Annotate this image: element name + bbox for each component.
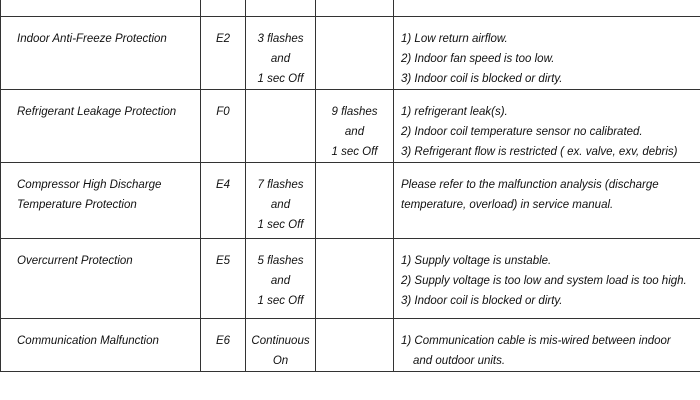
cause-line: 1) Supply voltage is unstable. — [401, 255, 552, 267]
cause-line — [401, 0, 694, 3]
cause-line: 2) Supply voltage is too low and system load is too high. — [401, 275, 687, 287]
protection-name-cell — [1, 163, 201, 239]
cause-line: 3) Indoor coil is blocked or dirty. — [401, 73, 563, 85]
cause-line: 2) Indoor fan speed is too low. — [401, 53, 555, 65]
error-code-cell — [201, 17, 246, 90]
flash-pattern-line: and — [344, 126, 365, 138]
flash-pattern-line: On — [272, 355, 289, 367]
protection-name: Overcurrent Protection — [17, 255, 133, 267]
protection-name: Temperature Protection — [17, 199, 137, 211]
indicator-flash-cell — [246, 17, 316, 90]
protection-name-cell — [1, 319, 201, 372]
flash-pattern-line: 5 flashes — [257, 255, 304, 267]
flash-pattern-line: 1 sec Off — [257, 73, 304, 85]
error-code: F0 — [216, 106, 230, 118]
possible-causes-cell — [394, 239, 700, 319]
error-code-cell — [201, 0, 246, 17]
flash-pattern-line: 1 sec Off — [331, 146, 378, 158]
table-row — [1, 0, 700, 17]
flash-pattern-line: 1 sec Off — [257, 219, 304, 231]
protection-name: Refrigerant Leakage Protection — [17, 106, 177, 118]
error-code-cell — [201, 239, 246, 319]
cause-line: 3) Refrigerant flow is restricted ( ex. valve, exv, debris) — [401, 146, 678, 158]
cause-line: and outdoor units. — [413, 355, 506, 367]
flash-pattern-line: and — [270, 275, 291, 287]
protection-name: Compressor High Discharge — [17, 179, 162, 191]
possible-causes-cell — [394, 17, 700, 90]
possible-causes-cell — [394, 0, 700, 17]
table-row — [1, 90, 700, 163]
protection-name: Communication Malfunction — [17, 335, 159, 347]
protection-name: Indoor Anti-Freeze Protection — [17, 33, 167, 45]
flash-pattern-line: 7 flashes — [257, 179, 304, 191]
indicator-flash-cell-alt — [316, 90, 394, 163]
flash-pattern-line: and — [270, 199, 291, 211]
table-row — [1, 17, 700, 90]
error-code: E2 — [215, 33, 231, 45]
possible-causes-cell — [394, 90, 700, 163]
error-code: E6 — [215, 335, 231, 347]
protection-name-cell — [1, 17, 201, 90]
indicator-flash-cell — [246, 163, 316, 239]
table-row — [1, 163, 700, 239]
indicator-flash-cell — [246, 0, 316, 17]
indicator-flash-cell-alt — [316, 239, 394, 319]
error-code-cell — [201, 90, 246, 163]
indicator-flash-cell-alt — [316, 0, 394, 17]
indicator-flash-cell — [246, 319, 316, 372]
indicator-flash-cell — [246, 90, 316, 163]
cause-line: 1) refrigerant leak(s). — [401, 106, 508, 118]
error-code: E4 — [215, 179, 231, 191]
possible-causes-cell — [394, 163, 700, 239]
cause-line: 1) Low return airflow. — [401, 33, 508, 45]
flash-pattern-line: and — [270, 53, 291, 65]
table-body — [1, 0, 700, 372]
cause-line: 3) Indoor coil is blocked or dirty. — [401, 295, 563, 307]
indicator-flash-cell-alt — [316, 319, 394, 372]
indicator-flash-cell-alt — [316, 17, 394, 90]
indicator-flash-cell — [246, 239, 316, 319]
flash-pattern-line: 1 sec Off — [257, 295, 304, 307]
error-code-cell — [201, 163, 246, 239]
cause-line: Please refer to the malfunction analysis (discharge — [401, 179, 659, 191]
flash-pattern-line: 3 flashes — [257, 33, 304, 45]
cause-line: temperature, overload) in service manual. — [401, 199, 614, 211]
error-code: E5 — [215, 255, 231, 267]
cause-line: 2) Indoor coil temperature sensor no calibrated. — [401, 126, 643, 138]
error-code-cell — [201, 319, 246, 372]
cause-line: 1) Communication cable is mis-wired between indoor — [401, 335, 671, 347]
protection-name-cell — [1, 90, 201, 163]
protection-name-cell — [1, 239, 201, 319]
indicator-flash-cell-alt — [316, 163, 394, 239]
flash-pattern-line: Continuous — [251, 335, 310, 347]
protection-name-cell — [1, 0, 201, 17]
possible-causes-cell — [394, 319, 700, 372]
table-row — [1, 319, 700, 372]
flash-pattern-line: 9 flashes — [331, 106, 378, 118]
table-row — [1, 239, 700, 319]
